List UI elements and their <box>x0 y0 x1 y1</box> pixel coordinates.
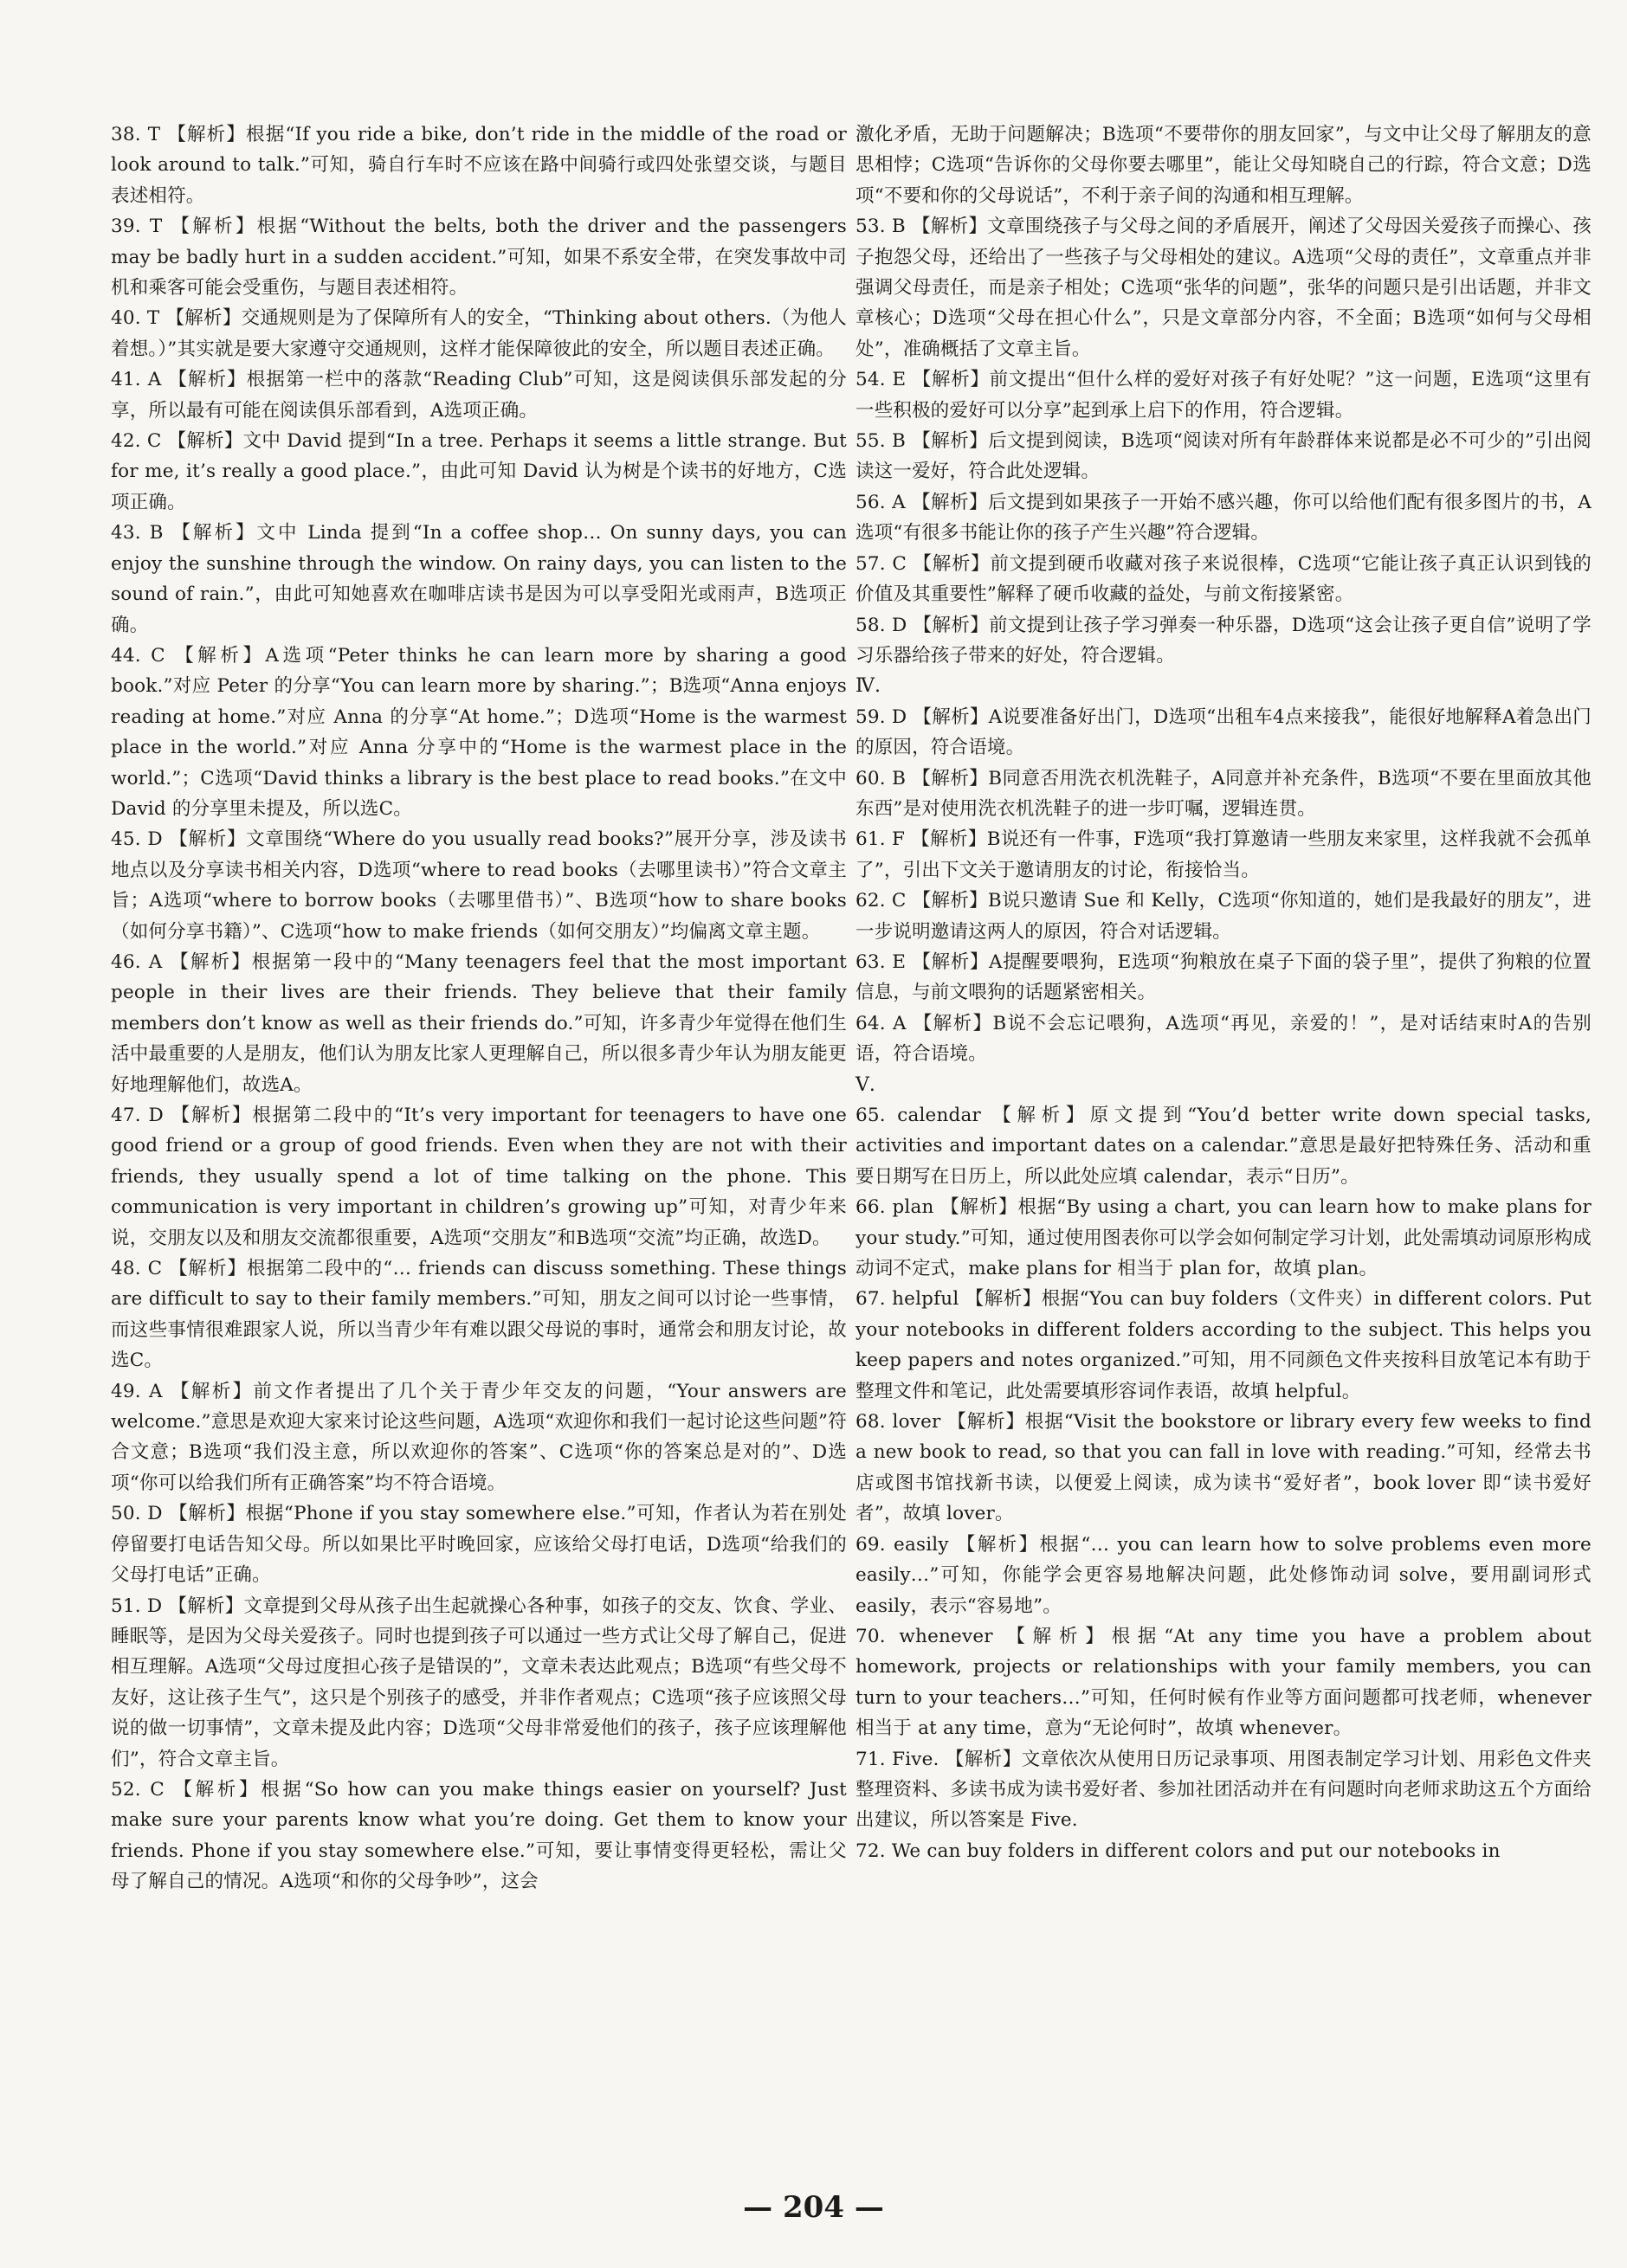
page-number: — 204 — <box>743 2190 884 2225</box>
answer-40: 40. T 【解析】交通规则是为了保障所有人的安全，“Thinking about others.（为他人着想。）”其实就是要大家遵守交通规则，这样才能保障彼此的安全，所以题目表述正确。 <box>111 307 847 360</box>
answer-67: 67. helpful 【解析】根据“You can buy folders（文件夹）in different colors. Put your notebooks in different folders according to the subject. This helps you keep papers and notes organized.”可知，用不同颜色文件夹按科目放笔记本有助于整理文件和笔记，此处需要填形容词作表语，故填 helpful。 <box>855 1288 1591 1402</box>
answer-71: 71. Five. 【解析】文章依次从使用日历记录事项、用图表制定学习计划、用彩色文件夹整理资料、多读书成为读书爱好者、参加社团活动并在有问题时向老师求助这五个方面给出建议，所以答案是 Five. <box>855 1748 1591 1832</box>
answer-58: 58. D 【解析】前文提到让孩子学习弹奏一种乐器，D选项“这会让孩子更自信”说明了学习乐器给孩子带来的好处，符合逻辑。 <box>855 614 1591 667</box>
answer-44: 44. C 【解析】A选项“Peter thinks he can learn more by sharing a good book.”对应 Peter 的分享“You can learn more by sharing.”；B选项“Anna enjoys reading at home.”对应 Anna 的分享“At home.”；D选项“Home is the warmest place in the world.”对应 Anna 分享中的“Home is the warmest place in the world.”；C选项“David thinks a library is the best place to read books.”在文中 David 的分享里未提及，所以选C。 <box>111 644 847 820</box>
answer-65: 65. calendar 【解析】原文提到“You’d better write down special tasks, activities and important dates on a calendar.”意思是最好把特殊任务、活动和重要日期写在日历上，所以此处应填 calendar，表示“日历”。 <box>855 1105 1591 1188</box>
answer-69: 69. easily 【解析】根据“… you can learn how to solve problems even more easily…”可知，你能学会更容易地解决问题，此处修饰动词 solve，要用副词形式 easily，表示“容易地”。 <box>855 1533 1591 1617</box>
answer-43: 43. B 【解析】文中 Linda 提到“In a coffee shop… On sunny days, you can enjoy the sunshine through the window. On rainy days, you can listen to the sound of rain.”，由此可知她喜欢在咖啡店读书是因为可以享受阳光或雨声，B选项正确。 <box>111 522 847 636</box>
answer-55: 55. B 【解析】后文提到阅读，B选项“阅读对所有年龄群体来说都是必不可少的”引出阅读这一爱好，符合此处逻辑。 <box>855 430 1591 483</box>
answer-38: 38. T 【解析】根据“If you ride a bike, don’t ride in the middle of the road or look around to talk.”可知，骑自行车时不应该在路中间骑行或四处张望交谈，与题目表述相符。 <box>111 124 847 207</box>
section-v-heading: Ⅴ. <box>855 1073 875 1096</box>
answer-49: 49. A 【解析】前文作者提出了几个关于青少年交友的问题，“Your answers are welcome.”意思是欢迎大家来讨论这些问题，A选项“欢迎你和我们一起讨论这些问题”符合文意；B选项“我们没主意，所以欢迎你的答案”、C选项“你的答案总是对的”、D选项“你可以给我们所有正确答案”均不符合语境。 <box>111 1380 847 1494</box>
answer-52-continued: 激化矛盾，无助于问题解决；B选项“不要带你的朋友回家”，与文中让父母了解朋友的意思相悖；C选项“告诉你的父母你要去哪里”，能让父母知晓自己的行踪，符合文意；D选项“不要和你的父母说话”，不利于亲子间的沟通和相互理解。 <box>855 124 1591 207</box>
answer-54: 54. E 【解析】前文提出“但什么样的爱好对孩子有好处呢？”这一问题，E选项“这里有一些积极的爱好可以分享”起到承上启下的作用，符合逻辑。 <box>855 369 1591 422</box>
answer-61: 61. F 【解析】B说还有一件事，F选项“我打算邀请一些朋友来家里，这样我就不会孤单了”，引出下文关于邀请朋友的讨论，衔接恰当。 <box>855 828 1591 881</box>
answer-72: 72. We can buy folders in different colors and put our notebooks in <box>855 1840 1501 1862</box>
answer-64: 64. A 【解析】B说不会忘记喂狗，A选项“再见，亲爱的！”，是对话结束时A的告别语，符合语境。 <box>855 1012 1591 1066</box>
answer-48: 48. C 【解析】根据第二段中的“… friends can discuss something. These things are difficult to say to their family members.”可知，朋友之间可以讨论一些事情，而这些事情很难跟家人说，所以当青少年有难以跟父母说的事时，通常会和朋友讨论，故选C。 <box>111 1258 847 1372</box>
answer-68: 68. lover 【解析】根据“Visit the bookstore or library every few weeks to find a new book to read, so that you can fall in love with reading.”可知，经常去书店或图书馆找新书读，以便爱上阅读，成为读书“爱好者”，book lover 即“读书爱好者”，故填 lover。 <box>855 1411 1591 1525</box>
answer-45: 45. D 【解析】文章围绕“Where do you usually read books?”展开分享，涉及读书地点以及分享读书相关内容，D选项“where to read books（去哪里读书）”符合文章主旨；A选项“where to borrow books（去哪里借书）”、B选项“how to share books（如何分享书籍）”、C选项“how to make friends（如何交朋友）”均偏离文章主题。 <box>111 828 848 943</box>
section-iv-heading: Ⅳ. <box>855 675 881 698</box>
answer-46: 46. A 【解析】根据第一段中的“Many teenagers feel that the most important people in their lives are their friends. They believe that their family members don’t know as well as their friends do.”可知，许多青少年觉得在他们生活中最重要的人是朋友，他们认为朋友比家人更理解自己，所以很多青少年认为朋友能更好地理解他们，故选A。 <box>111 950 847 1096</box>
answer-53: 53. B 【解析】文章围绕孩子与父母之间的矛盾展开，阐述了父母因关爱孩子而操心、孩子抱怨父母，还给出了一些孩子与父母相处的建议。A选项“父母的责任”，文章重点并非强调父母责任，而是亲子相处；C选项“张华的问题”，张华的问题只是引出话题，并非文章核心；D选项“父母在担心什么”，只是文章部分内容，不全面；B选项“如何与父母相处”，准确概括了文章主旨。 <box>855 216 1591 360</box>
answer-62: 62. C 【解析】B说只邀请 Sue 和 Kelly，C选项“你知道的，她们是我最好的朋友”，进一步说明邀请这两人的原因，符合对话逻辑。 <box>855 890 1591 943</box>
answer-52: 52. C 【解析】根据“So how can you make things easier on yourself? Just make sure your parents know what you’re doing. Get them to know your friends. Phone if you stay somewhere else.”可知，要让事情变得更轻松，需让父母了解自己的情况。A选项“和你的父母争吵”，这会 <box>111 1778 847 1893</box>
right-column <box>855 119 1591 1866</box>
left-column <box>111 119 847 1898</box>
answer-39: 39. T 【解析】根据“Without the belts, both the driver and the passengers may be badly hurt in a sudden accident.”可知，如果不系安全带，在突发事故中司机和乘客可能会受重伤，与题目表述相符。 <box>111 216 847 300</box>
answer-63: 63. E 【解析】A提醒要喂狗，E选项“狗粮放在桌子下面的袋子里”，提供了狗粮的位置信息，与前文喂狗的话题紧密相关。 <box>855 950 1591 1004</box>
answer-41: 41. A 【解析】根据第一栏中的落款“Reading Club”可知，这是阅读俱乐部发起的分享，所以最有可能在阅读俱乐部看到，A选项正确。 <box>111 369 847 422</box>
answer-50: 50. D 【解析】根据“Phone if you stay somewhere else.”可知，作者认为若在别处停留要打电话告知父母。所以如果比平时晚回家，应该给父母打电话，D选项“给我们的父母打电话”正确。 <box>111 1503 847 1587</box>
answer-42: 42. C 【解析】文中 David 提到“In a tree. Perhaps it seems a little strange. But for me, it’s really a good place.”，由此可知 David 认为树是个读书的好地方，C选项正确。 <box>111 430 847 513</box>
answer-51: 51. D 【解析】文章提到父母从孩子出生起就操心各种事，如孩子的交友、饮食、学业、睡眠等，是因为父母关爱孩子。同时也提到孩子可以通过一些方式让父母了解自己，促进相互理解。A选项“父母过度担心孩子是错误的”，文章未表达此观点；B选项“有些父母不友好，这让孩子生气”，这只是个别孩子的感受，并非作者观点；C选项“孩子应该照父母说的做一切事情”，文章未提及此内容；D选项“父母非常爱他们的孩子，孩子应该理解他们”，符合文章主旨。 <box>111 1595 847 1770</box>
answer-60: 60. B 【解析】B同意否用洗衣机洗鞋子，A同意并补充条件，B选项“不要在里面放其他东西”是对使用洗衣机洗鞋子的进一步叮嘱，逻辑连贯。 <box>855 767 1591 820</box>
answer-47: 47. D 【解析】根据第二段中的“It’s very important for teenagers to have one good friend or a group of good friends. Even when they are not with their friends, they usually spend a lot of time talking on the phone. This communication is very important in children’s growing up”可知，对青少年来说，交朋友以及和朋友交流都很重要，A选项“交朋友”和B选项“交流”均正确，故选D。 <box>111 1105 847 1249</box>
answer-57: 57. C 【解析】前文提到硬币收藏对孩子来说很棒，C选项“它能让孩子真正认识到钱的价值及其重要性”解释了硬币收藏的益处，与前文衔接紧密。 <box>855 552 1591 606</box>
answer-66: 66. plan 【解析】根据“By using a chart, you can learn how to make plans for your study.”可知，通过使用图表你可以学会如何制定学习计划，此处需填动词原形构成动词不定式，make plans for 相当于 plan for，故填 plan。 <box>855 1196 1591 1280</box>
answer-56: 56. A 【解析】后文提到如果孩子一开始不感兴趣，你可以给他们配有很多图片的书，A选项“有很多书能让你的孩子产生兴趣”符合逻辑。 <box>855 491 1591 544</box>
answer-59: 59. D 【解析】A说要准备好出门，D选项“出租车4点来接我”，能很好地解释A着急出门的原因，符合语境。 <box>855 706 1591 759</box>
answer-70: 70. whenever 【解析】根据“At any time you have a problem about homework, projects or relationships with your family members, you can turn to your teachers…”可知，任何时候有作业等方面问题都可找老师，whenever 相当于 at any time，意为“无论何时”，故填 whenever。 <box>855 1625 1591 1740</box>
